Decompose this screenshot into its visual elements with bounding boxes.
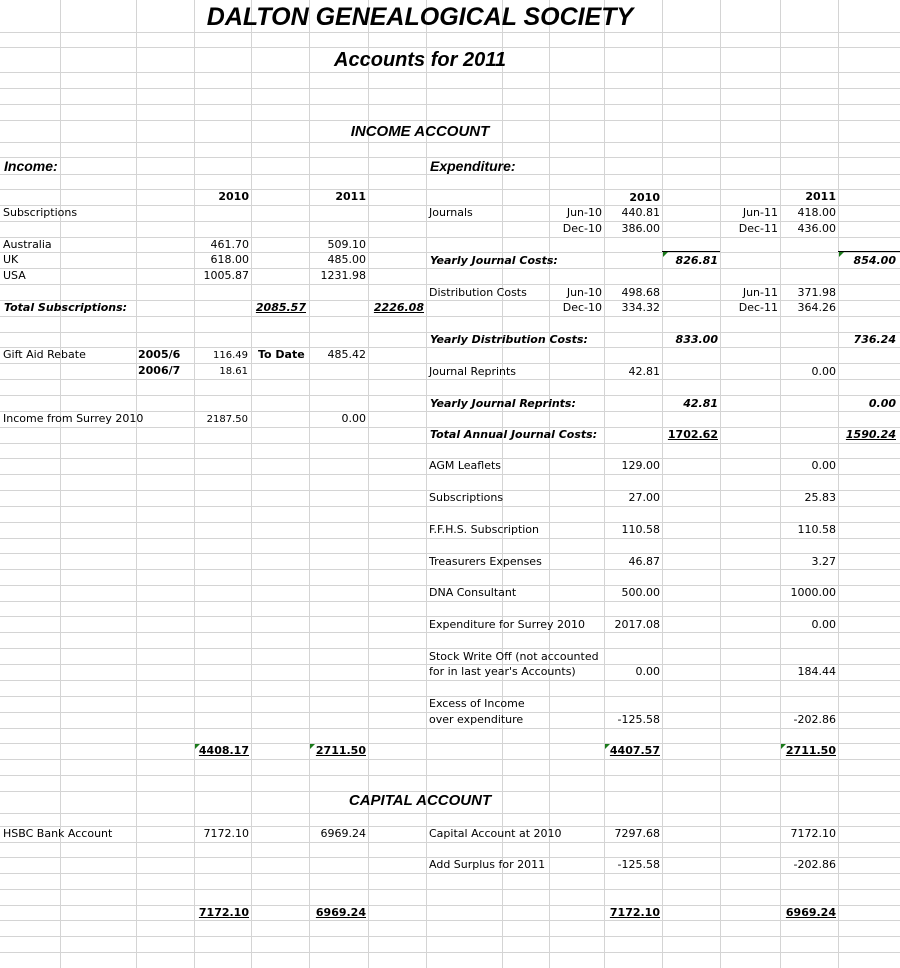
capital-total-right-2011: 6969.24 bbox=[785, 906, 836, 919]
australia-label: Australia bbox=[3, 238, 52, 251]
journal-reprints-label: Journal Reprints bbox=[429, 365, 517, 378]
gift-aid-to-date-label: To Date bbox=[258, 348, 305, 361]
income-account-heading: INCOME ACCOUNT bbox=[350, 123, 490, 140]
capital-total-left-2011: 6969.24 bbox=[315, 906, 366, 919]
income-total-2010: 4408.17 bbox=[198, 744, 249, 757]
total-annual-journal-costs-2011: 1590.24 bbox=[845, 428, 896, 441]
stock-2011: 184.44 bbox=[797, 665, 836, 678]
distribution-value-1-2010: 498.68 bbox=[621, 286, 660, 299]
surplus-2011: -202.86 bbox=[793, 858, 836, 871]
journals-value-2-2010: 386.00 bbox=[621, 222, 660, 235]
exp-surrey-label: Expenditure for Surrey 2010 bbox=[429, 618, 586, 631]
yearly-journal-reprints-2011: 0.00 bbox=[868, 397, 896, 410]
yearly-journal-reprints-2010: 42.81 bbox=[683, 397, 718, 410]
journal-reprints-2011: 0.00 bbox=[811, 365, 836, 378]
journals-period-1-2010: Jun-10 bbox=[566, 206, 602, 219]
excess-label-line-2: over expenditure bbox=[429, 713, 524, 726]
total-subscriptions-label: Total Subscriptions: bbox=[4, 301, 128, 314]
distribution-value-2-2010: 334.32 bbox=[621, 301, 660, 314]
total-annual-journal-costs-2010: 1702.62 bbox=[667, 428, 718, 441]
uk-2011: 485.00 bbox=[327, 253, 366, 266]
exp-surrey-2010: 2017.08 bbox=[614, 618, 660, 631]
document-subtitle: Accounts for 2011 bbox=[334, 49, 506, 71]
australia-2010: 461.70 bbox=[210, 238, 249, 251]
total-subscriptions-2010: 2085.57 bbox=[255, 301, 306, 314]
ffhs-2010: 110.58 bbox=[621, 523, 660, 536]
ffhs-2011: 110.58 bbox=[797, 523, 836, 536]
capital-2010: 7297.68 bbox=[614, 827, 660, 840]
treasurers-label: Treasurers Expenses bbox=[429, 555, 542, 568]
yearly-distribution-costs-2010: 833.00 bbox=[675, 333, 718, 346]
agm-leaflets-2010: 129.00 bbox=[621, 459, 660, 472]
ffhs-label: F.F.H.S. Subscription bbox=[429, 523, 540, 536]
yearly-journal-costs-2010: 826.81 bbox=[675, 254, 718, 267]
income-surrey-label: Income from Surrey 2010 bbox=[3, 412, 144, 425]
dna-2010: 500.00 bbox=[621, 586, 660, 599]
gift-aid-value-1: 116.49 bbox=[213, 350, 248, 361]
hsbc-2011: 6969.24 bbox=[320, 827, 366, 840]
yearly-journal-reprints-label: Yearly Journal Reprints: bbox=[430, 397, 576, 410]
capital-total-right-2010: 7172.10 bbox=[609, 906, 660, 919]
gift-aid-year-2: 2006/7 bbox=[138, 364, 181, 377]
exp-subscriptions-label: Subscriptions bbox=[429, 491, 504, 504]
excess-2011: -202.86 bbox=[793, 713, 836, 726]
journal-reprints-2010: 42.81 bbox=[628, 365, 660, 378]
gift-aid-year-1: 2005/6 bbox=[138, 348, 181, 361]
usa-2010: 1005.87 bbox=[203, 269, 249, 282]
gift-aid-label: Gift Aid Rebate bbox=[3, 348, 86, 361]
dna-2011: 1000.00 bbox=[790, 586, 836, 599]
australia-2011: 509.10 bbox=[327, 238, 366, 251]
surplus-2010: -125.58 bbox=[617, 858, 660, 871]
usa-2011: 1231.98 bbox=[320, 269, 366, 282]
agm-leaflets-2011: 0.00 bbox=[811, 459, 836, 472]
income-surrey-2010: 2187.50 bbox=[206, 414, 248, 425]
gift-aid-to-date-value: 485.42 bbox=[327, 348, 366, 361]
income-year-2010: 2010 bbox=[218, 190, 249, 203]
surplus-label: Add Surplus for 2011 bbox=[429, 858, 546, 871]
stock-label-line-1: Stock Write Off (not accounted bbox=[429, 650, 599, 663]
uk-2010: 618.00 bbox=[210, 253, 249, 266]
total-annual-journal-costs-label: Total Annual Journal Costs: bbox=[430, 428, 598, 441]
stock-label-line-2: for in last year's Accounts) bbox=[429, 665, 576, 678]
yearly-distribution-costs-2011: 736.24 bbox=[853, 333, 896, 346]
yearly-journal-costs-2011: 854.00 bbox=[853, 254, 896, 267]
excess-label-line-1: Excess of Income bbox=[429, 697, 525, 710]
journals-label: Journals bbox=[429, 206, 473, 219]
hsbc-2010: 7172.10 bbox=[203, 827, 249, 840]
total-subscriptions-2011: 2226.08 bbox=[373, 301, 424, 314]
distribution-label: Distribution Costs bbox=[429, 286, 527, 299]
hsbc-label: HSBC Bank Account bbox=[3, 827, 113, 840]
agm-leaflets-label: AGM Leaflets bbox=[429, 459, 502, 472]
expenditure-heading: Expenditure: bbox=[430, 158, 516, 174]
distribution-period-2-2010: Dec-10 bbox=[562, 301, 602, 314]
journals-period-2-2010: Dec-10 bbox=[562, 222, 602, 235]
capital-total-left-2010: 7172.10 bbox=[198, 906, 249, 919]
treasurers-2010: 46.87 bbox=[628, 555, 660, 568]
journals-period-1-2011: Jun-11 bbox=[742, 206, 778, 219]
journals-period-2-2011: Dec-11 bbox=[738, 222, 778, 235]
income-surrey-2011: 0.00 bbox=[341, 412, 366, 425]
uk-label: UK bbox=[3, 253, 19, 266]
expenditure-total-2010: 4407.57 bbox=[609, 744, 660, 757]
journals-value-2-2011: 436.00 bbox=[797, 222, 836, 235]
journals-value-1-2011: 418.00 bbox=[797, 206, 836, 219]
capital-label: Capital Account at 2010 bbox=[429, 827, 562, 840]
exp-subscriptions-2010: 27.00 bbox=[628, 491, 660, 504]
subscriptions-label: Subscriptions bbox=[3, 206, 78, 219]
treasurers-2011: 3.27 bbox=[811, 555, 836, 568]
expenditure-total-2011: 2711.50 bbox=[785, 744, 836, 757]
yearly-distribution-costs-label: Yearly Distribution Costs: bbox=[430, 333, 588, 346]
stock-2010: 0.00 bbox=[635, 665, 660, 678]
yearly-journal-costs-label: Yearly Journal Costs: bbox=[430, 254, 558, 267]
gift-aid-value-2: 18.61 bbox=[219, 366, 248, 377]
income-total-2011: 2711.50 bbox=[315, 744, 366, 757]
distribution-period-1-2011: Jun-11 bbox=[742, 286, 778, 299]
income-year-2011: 2011 bbox=[335, 190, 366, 203]
exp-surrey-2011: 0.00 bbox=[811, 618, 836, 631]
income-heading: Income: bbox=[4, 158, 58, 174]
expenditure-year-2010: 2010 bbox=[629, 191, 660, 204]
distribution-value-1-2011: 371.98 bbox=[797, 286, 836, 299]
expenditure-year-2011: 2011 bbox=[805, 190, 836, 203]
distribution-value-2-2011: 364.26 bbox=[797, 301, 836, 314]
journals-value-1-2010: 440.81 bbox=[621, 206, 660, 219]
capital-account-heading: CAPITAL ACCOUNT bbox=[348, 792, 492, 809]
excess-2010: -125.58 bbox=[617, 713, 660, 726]
distribution-period-1-2010: Jun-10 bbox=[566, 286, 602, 299]
usa-label: USA bbox=[3, 269, 26, 282]
distribution-period-2-2011: Dec-11 bbox=[738, 301, 778, 314]
exp-subscriptions-2011: 25.83 bbox=[804, 491, 836, 504]
capital-2011: 7172.10 bbox=[790, 827, 836, 840]
document-title: DALTON GENEALOGICAL SOCIETY bbox=[206, 3, 634, 31]
dna-label: DNA Consultant bbox=[429, 586, 517, 599]
